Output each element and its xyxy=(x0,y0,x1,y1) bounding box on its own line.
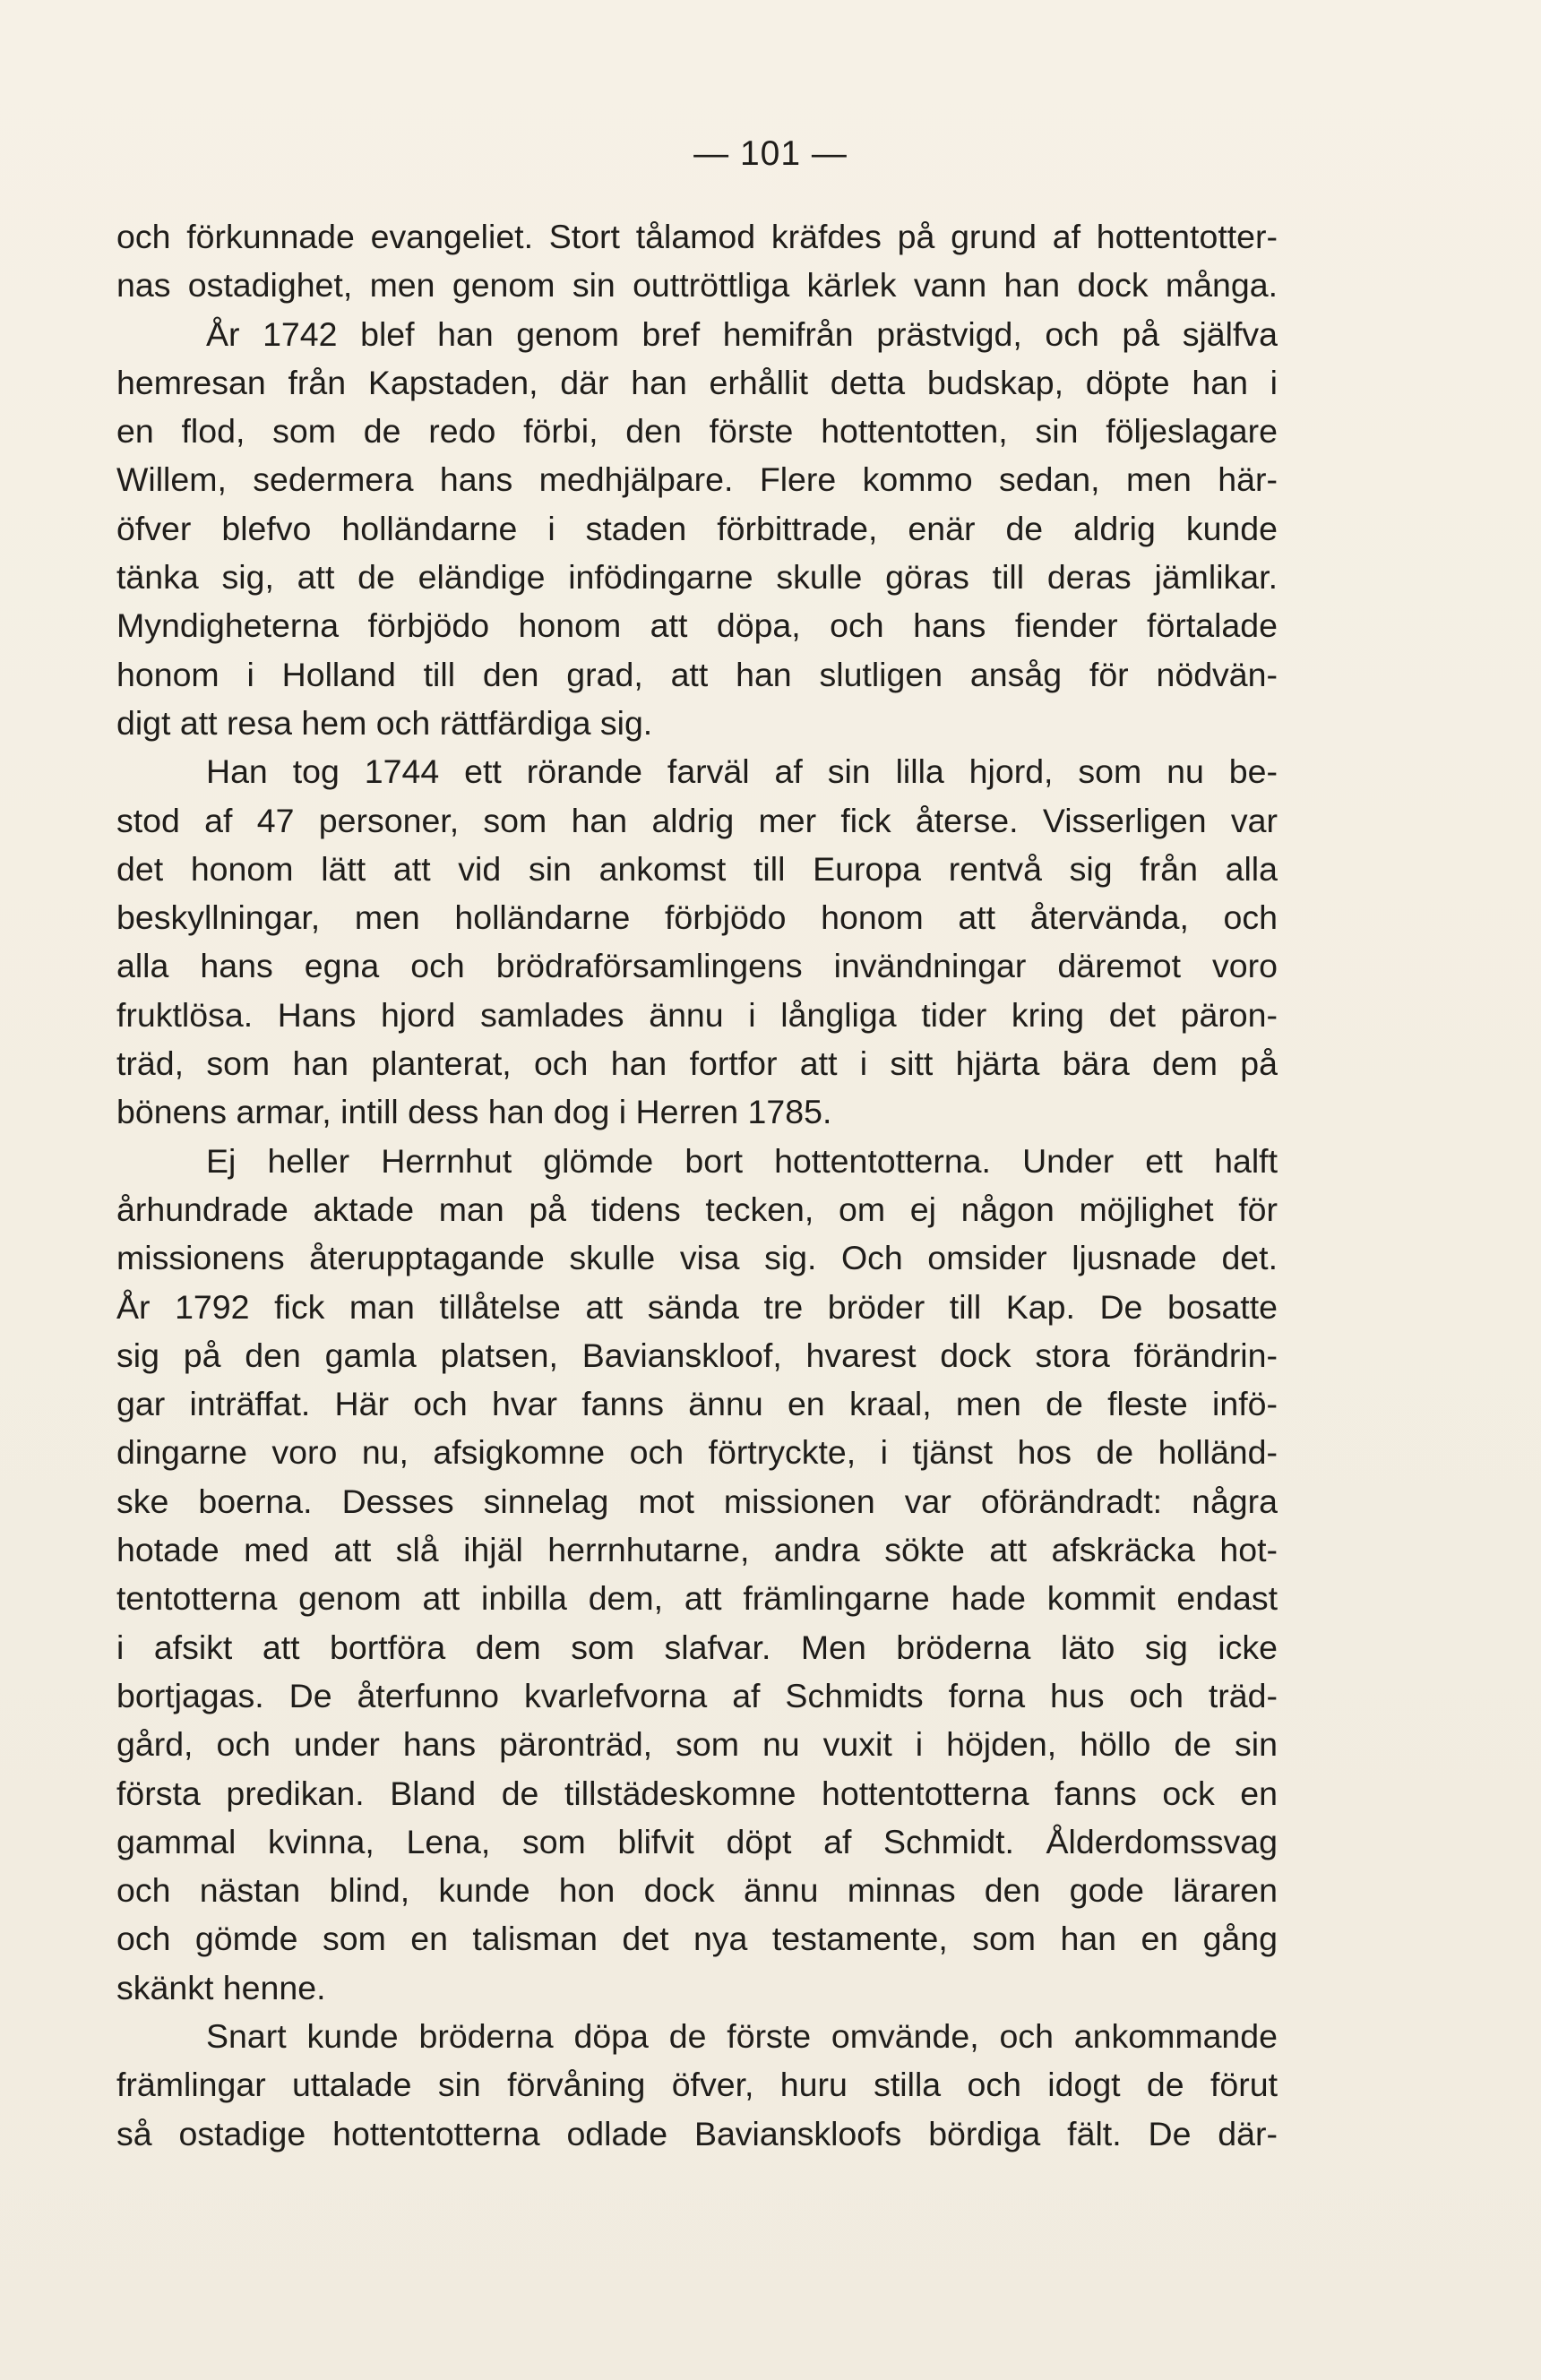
text-line: honom i Holland till den grad, att han slutligen ansåg för nödvän- xyxy=(116,655,1278,693)
text-line: dingarne voro nu, afsigkomne och förtryckte, i tjänst hos de holländ- xyxy=(116,1433,1278,1472)
text-line: tentotterna genom att inbilla dem, att främlingarne hade kommit endast xyxy=(116,1579,1278,1618)
text-line: År 1742 blef han genom bref hemifrån prästvigd, och på själfva xyxy=(206,314,1278,353)
text-line: Ej heller Herrnhut glömde bort hottentotterna. Under ett halft xyxy=(206,1141,1278,1180)
text-line: träd, som han planterat, och han fortfor att i sitt hjärta bära dem på xyxy=(116,1044,1278,1083)
text-line: ske boerna. Desses sinnelag mot missionen var oförändradt: några xyxy=(116,1482,1278,1520)
text-line: sig på den gamla platsen, Baviansk​loof, hvarest dock stora förändrin- xyxy=(116,1336,1278,1374)
text-line: År 1792 fick man tillåtelse att sända tre bröder till Kap. De bosatte xyxy=(116,1287,1278,1326)
text-line: hemresan från Kapstaden, där han erhållit detta budskap, döpte han i xyxy=(116,363,1278,401)
text-line: gård, och under hans päronträd, som nu vuxit i höjden, höllo de sin xyxy=(116,1725,1278,1764)
body-text xyxy=(116,212,1278,2158)
text-line: stod af 47 personer, som han aldrig mer fick återse. Visserligen var xyxy=(116,801,1278,839)
text-line: hotade med att slå ihjäl herrnhutarne, andra sökte att afskräcka hot- xyxy=(116,1531,1278,1569)
text-line: och nästan blind, kunde hon dock ännu minnas den gode läraren xyxy=(116,1871,1278,1910)
text-line: en flod, som de redo förbi, den förste hottentotten, sin följeslagare xyxy=(116,412,1278,451)
text-line: bönens armar, intill dess han dog i Herren 1785. xyxy=(116,1093,832,1131)
text-line: alla hans egna och brödraförsamlingens invändningar däremot voro xyxy=(116,947,1278,985)
text-line: skänkt henne. xyxy=(116,1968,326,2006)
text-line: århundrade aktade man på tidens tecken, om ej någon möjlighet för xyxy=(116,1190,1278,1228)
text-line: och förkunnade evangeliet. Stort tålamod kräfdes på grund af hottentotter- xyxy=(116,218,1278,255)
text-line: fruktlösa. Hans hjord samlades ännu i långliga tider kring det päron- xyxy=(116,995,1278,1034)
text-line: gar inträffat. Här och hvar fanns ännu en kraal, men de fleste infö- xyxy=(116,1385,1278,1423)
text-line: främlingar uttalade sin förvåning öfver, huru stilla och idogt de förut xyxy=(116,2066,1278,2104)
text-line: öfver blefvo holländarne i staden förbittrade, enär de aldrig kunde xyxy=(116,509,1278,547)
text-line: bortjagas. De återfunno kvarlefvorna af Schmidts forna hus och träd- xyxy=(116,1676,1278,1714)
text-line: Willem, sedermera hans medhjälpare. Flere kommo sedan, men här- xyxy=(116,460,1278,499)
page-number: — 101 — xyxy=(693,134,848,173)
text-line: beskyllningar, men holländarne förbjödo honom att återvända, och xyxy=(116,898,1278,937)
text-line: Myndigheterna förbjödo honom att döpa, och hans fiender förtalade xyxy=(116,606,1278,645)
text-line: Snart kunde bröderna döpa de förste omvände, och ankommande xyxy=(206,2016,1278,2055)
text-line: och gömde som en talisman det nya testamente, som han en gång xyxy=(116,1920,1278,1958)
text-line: digt att resa hem och rättfärdiga sig. xyxy=(116,703,653,742)
text-line: första predikan. Bland de tillstädeskomne hottentotterna fanns ock en xyxy=(116,1774,1278,1812)
text-line: det honom lätt att vid sin ankomst till Europa rentvå sig från alla xyxy=(116,849,1278,888)
text-line: i afsikt att bortföra dem som slafvar. Men bröderna läto sig icke xyxy=(116,1628,1278,1666)
text-line: nas ostadighet, men genom sin outtröttliga kärlek vann han dock många. xyxy=(116,266,1278,305)
text-line: så ostadige hottentotterna odlade Bavianskloofs bördiga fält. De där- xyxy=(116,2114,1278,2152)
text-line: gammal kvinna, Lena, som blifvit döpt af Schmidt. Ålderdomssvag xyxy=(116,1822,1278,1860)
text-line: missionens återupptagande skulle visa sig. Och omsider ljusnade det. xyxy=(116,1239,1278,1277)
text-line: Han tog 1744 ett rörande farväl af sin lilla hjord, som nu be- xyxy=(206,752,1278,791)
text-line: tänka sig, att de eländige infödingarne skulle göras till deras jämlikar. xyxy=(116,558,1278,597)
